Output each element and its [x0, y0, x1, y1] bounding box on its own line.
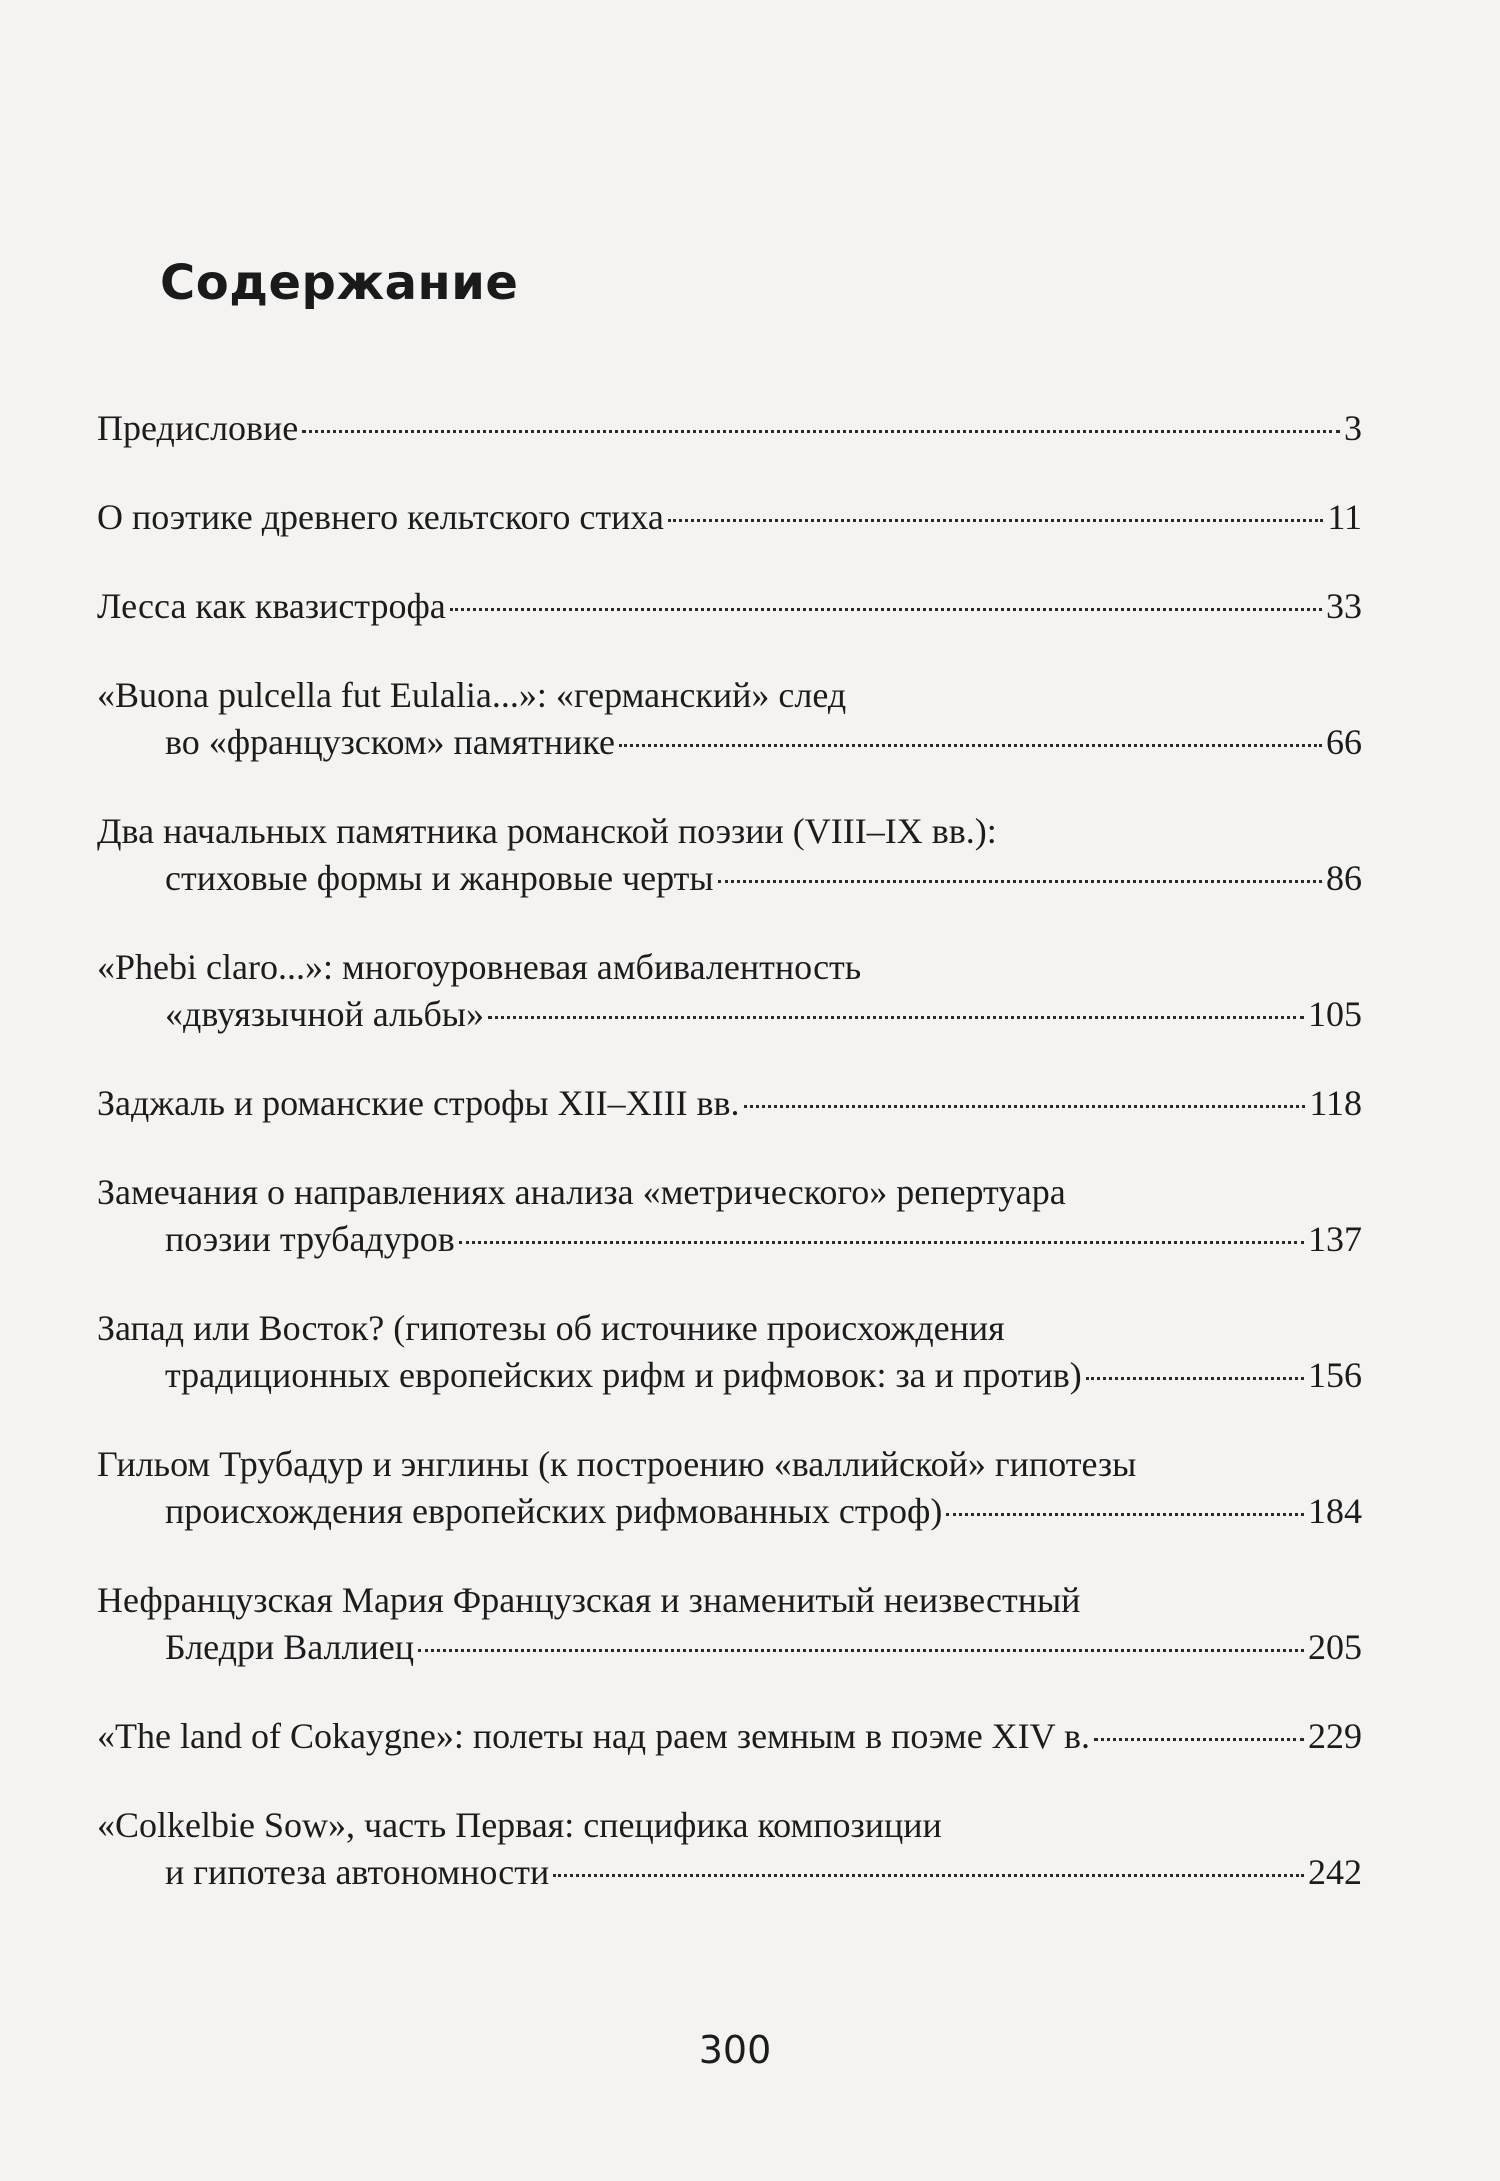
- toc-entry-page: 3: [1344, 408, 1362, 448]
- toc-entry-title: «Colkelbie Sow», часть Первая: специфика композиции: [97, 1805, 942, 1845]
- toc-entry-page: 66: [1326, 722, 1362, 762]
- toc-entry: [97, 583, 1362, 630]
- toc-entry-title: «The land of Cokaygne»: полеты над раем земным в поэме XIV в.: [97, 1716, 1091, 1756]
- toc-entry: [97, 1441, 1362, 1535]
- toc-entry-title-continuation: стиховые формы и жанровые черты: [165, 858, 714, 898]
- toc-entry: [97, 944, 1362, 1038]
- toc-entry-title: Замечания о направлениях анализа «метрического» репертуара: [97, 1172, 1066, 1212]
- toc-entry-page: 156: [1308, 1355, 1362, 1395]
- toc-entry: [97, 1713, 1362, 1760]
- dot-leader: [946, 1513, 1304, 1516]
- toc-entry-title-continuation: Бледри Валлиец: [165, 1627, 414, 1667]
- toc-entry-page: 86: [1326, 858, 1362, 898]
- toc-entry-title: «Phebi claro...»: многоуровневая амбивалентность: [97, 947, 862, 987]
- dot-leader: [553, 1874, 1304, 1877]
- toc-entry-title: Запад или Восток? (гипотезы об источнике происхождения: [97, 1308, 1005, 1348]
- toc-entry: [97, 1080, 1362, 1127]
- toc-entry-page: 11: [1327, 497, 1362, 537]
- dot-leader: [302, 430, 1340, 433]
- dot-leader: [418, 1649, 1304, 1652]
- toc-entry-page: 118: [1309, 1083, 1362, 1123]
- dot-leader: [718, 880, 1322, 883]
- page-number: 300: [698, 2028, 772, 2072]
- toc-entry-page: 105: [1308, 994, 1362, 1034]
- dot-leader: [488, 1016, 1304, 1019]
- toc-entry-page: 184: [1308, 1491, 1362, 1531]
- toc-entry-title: Заджаль и романские строфы XII–XIII вв.: [97, 1083, 740, 1123]
- toc-entry: [97, 1169, 1362, 1263]
- dot-leader: [1094, 1738, 1304, 1741]
- toc-entry-title: Лесса как квазистрофа: [97, 586, 446, 626]
- dot-leader: [744, 1105, 1306, 1108]
- table-of-contents: [97, 405, 1362, 1938]
- contents-heading: Содержание: [160, 255, 519, 311]
- toc-entry-title: Два начальных памятника романской поэзии (VIII–IX вв.):: [97, 811, 997, 851]
- toc-entry: [97, 1577, 1362, 1671]
- toc-entry-title-continuation: происхождения европейских рифмованных строф): [165, 1491, 943, 1531]
- dot-leader: [1086, 1377, 1304, 1380]
- dot-leader: [619, 744, 1322, 747]
- dot-leader: [668, 519, 1323, 522]
- toc-entry-title-continuation: «двуязычной альбы»: [165, 994, 484, 1034]
- toc-entry-title: Нефранцузская Мария Французская и знаменитый неизвестный: [97, 1580, 1081, 1620]
- toc-entry-title: Предисловие: [97, 408, 299, 448]
- dot-leader: [459, 1241, 1304, 1244]
- toc-entry: [97, 808, 1362, 902]
- toc-entry-title: О поэтике древнего кельтского стиха: [97, 497, 664, 537]
- toc-entry: [97, 1802, 1362, 1896]
- toc-entry: [97, 1305, 1362, 1399]
- toc-entry-page: 137: [1308, 1219, 1362, 1259]
- dot-leader: [450, 608, 1322, 611]
- toc-entry-title: Гильом Трубадур и энглины (к построению «валлийской» гипотезы: [97, 1444, 1137, 1484]
- toc-entry-title: «Buona pulcella fut Eulalia...»: «германский» след: [97, 675, 847, 715]
- toc-entry-title-continuation: и гипотеза автономности: [165, 1852, 550, 1892]
- toc-entry-title-continuation: традиционных европейских рифм и рифмовок: за и против): [165, 1355, 1082, 1395]
- toc-entry: [97, 494, 1362, 541]
- toc-entry: [97, 405, 1362, 452]
- toc-entry-page: 242: [1308, 1852, 1362, 1892]
- toc-entry: [97, 672, 1362, 766]
- toc-entry-title-continuation: поэзии трубадуров: [165, 1219, 455, 1259]
- toc-entry-page: 33: [1326, 586, 1362, 626]
- toc-entry-page: 229: [1308, 1716, 1362, 1756]
- toc-entry-page: 205: [1308, 1627, 1362, 1667]
- toc-entry-title-continuation: во «французском» памятнике: [165, 722, 615, 762]
